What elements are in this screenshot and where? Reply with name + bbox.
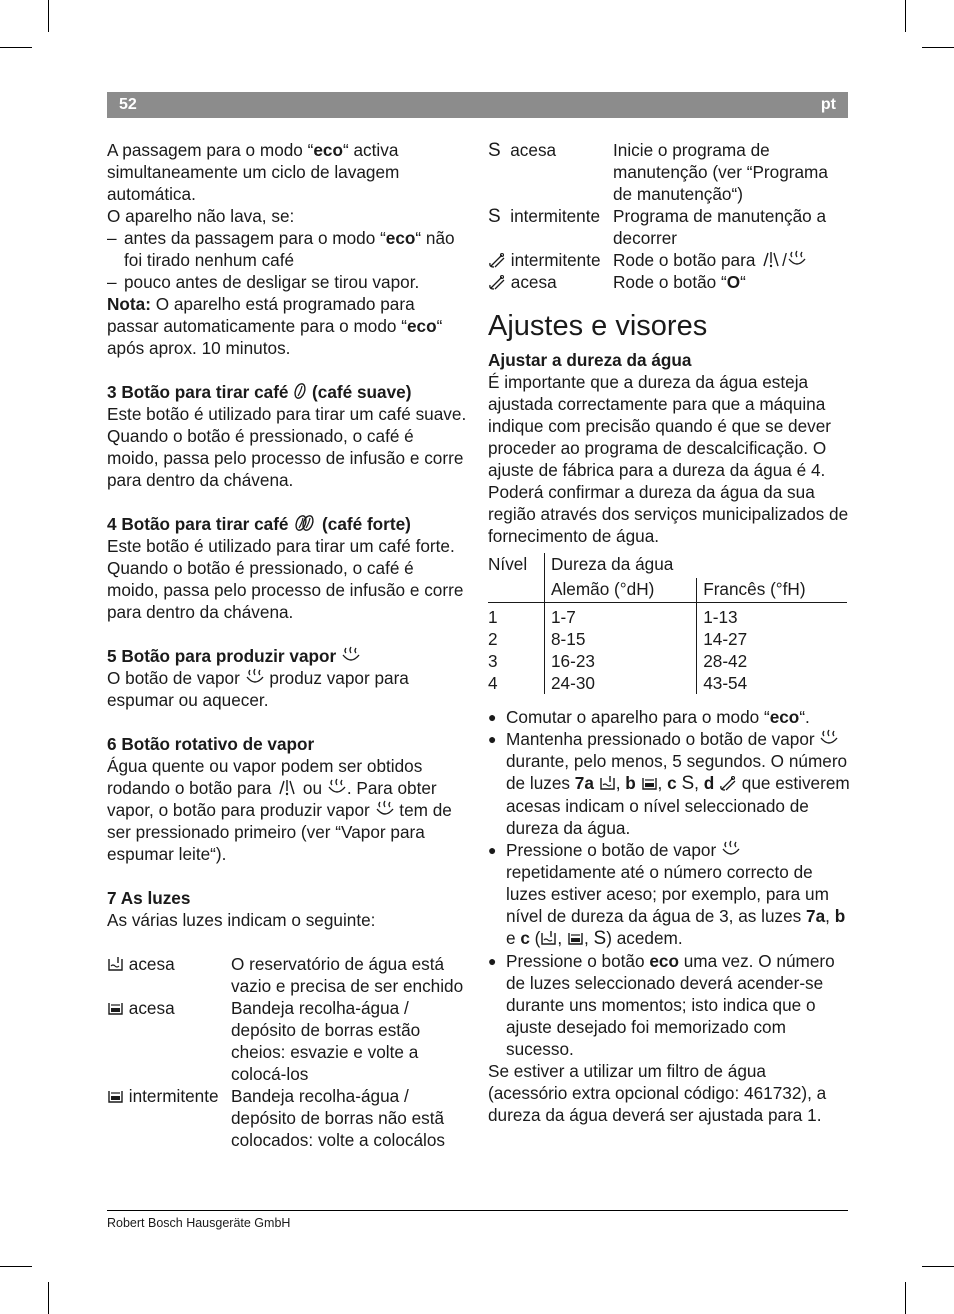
table-header: Alemão (°dH) [545,578,697,603]
table-header: Francês (°fH) [697,578,847,603]
crop-mark [905,1282,906,1314]
crop-mark [48,1282,49,1314]
light-description: Inicie o programa de manutenção (ver “Programa de manutenção“) [613,140,828,204]
steam-icon [721,839,741,861]
section-4-body: Este botão é utilizado para tirar um café forte. Quando o botão é pressionado, o café é moido, passa pelo processo de infusão e corre para dentro da chávena. [107,536,464,622]
dash-item: – antes da passagem para o modo “eco“ não foi tirado nenhum café [107,227,467,271]
lights-list [107,953,467,1151]
section-title: Ajustes e visores [488,310,708,342]
drip-tray-icon [107,997,124,1019]
light-label: intermitente [488,249,613,271]
steam-nozzle-icon [488,249,506,271]
table-row: 1 1-7 1-13 [488,603,847,629]
water-tank-icon [107,953,124,975]
steam-icon [341,645,361,667]
dash-item: – pouco antes de desligar se tirou vapor. [107,271,467,293]
intro-paragraph: A passagem para o modo “eco“ activa simultaneamente um ciclo de lavagem automática. [107,140,400,204]
filter-paragraph: Se estiver a utilizar um filtro de água (acessório extra opcional código: 461732), a dureza da água deverá ser ajustada para 1. [488,1061,827,1125]
list-item: ● Mantenha pressionado o botão de vapor durante, pelo menos, 5 segundos. O número de luzes 7a , b , c S, d que estiverem acesas indicam o nível seleccionado de dureza da água. [488,728,850,839]
section-5-heading: 5 Botão para produzir vapor [107,645,467,667]
steam-icon [327,777,347,799]
steam-nozzle-icon [719,772,737,794]
right-column [488,139,850,1126]
steam-icon [819,728,839,750]
table-header: Dureza da água [551,554,674,574]
drip-tray-icon [567,927,584,949]
section-7-heading: 7 As luzes [107,888,191,908]
light-label: acesa [107,997,231,1085]
table-row: 3 16-23 28-42 [488,650,847,672]
table-header: Nível [488,553,545,578]
list-item: ● Comutar o aparelho para o modo “eco“. [488,706,850,728]
light-label: intermitente [107,1085,231,1151]
steam-nozzle-icon [488,271,506,293]
not-wash-text: O aparelho não lava, se: [107,206,295,226]
section-4-heading: 4 Botão para tirar café (café forte) [107,514,411,534]
hot-water-icon [276,777,298,799]
page-header [107,92,848,118]
light-description: Programa de manutenção a decorrer [613,206,827,248]
section-7-body: As várias luzes indicam o seguinte: [107,910,376,930]
light-description: Rode o botão para / [613,249,850,271]
service-symbol: S [593,928,607,949]
crop-mark [0,47,32,48]
crop-mark [48,0,49,32]
section-6-body: Água quente ou vapor podem ser obtidos rodando o botão para ou . Para obter vapor, o botão para produzir vapor tem de ser pressionado primeiro (ver “Vapor para espumar leite“). [107,756,452,864]
drip-tray-icon [107,1085,124,1107]
service-symbol: S [488,206,501,227]
steam-icon [787,249,807,271]
language-code: pt [820,96,836,113]
table-row: 4 24-30 43-54 [488,672,847,694]
section-3-heading: 3 Botão para tirar café (café suave) [107,382,412,402]
service-symbol: S [488,140,501,161]
hot-water-icon [760,249,782,271]
service-symbol: S [681,773,695,794]
water-tank-icon [599,772,616,794]
list-item: ● Pressione o botão eco uma vez. O número de luzes seleccionado deverá acender-se durante uns momentos; isto indica que o ajuste desejado foi memorizado com sucesso. [488,950,850,1060]
section-5-body: O botão de vapor produz vapor para espumar ou aquecer. [107,668,409,710]
footer-company: Robert Bosch Hausgeräte GmbH [107,1216,291,1230]
list-item: ● Pressione o botão de vapor repetidamente até o número correcto de luzes estiver aceso; por exemplo, para um nível de dureza da água de 3, as luzes 7a, b e c ( , , S) acedem. [488,839,850,950]
crop-mark [905,0,906,32]
light-label: S intermitente [488,206,601,227]
note-paragraph: Nota: O aparelho está programado para passar automaticamente para o modo “eco“ após aprox. 10 minutos. [107,294,443,358]
footer-divider [107,1210,848,1211]
hardness-table [488,553,847,694]
mild-coffee-icon [293,381,307,403]
hardness-paragraph: É importante que a dureza da água esteja ajustada correctamente para que a máquina indique com precisão quando é que se dever proceder ao programa de descalcificação. O ajuste de fábrica para a dureza da água é 4. [488,372,832,480]
page-number: 52 [119,96,137,113]
table-row: 2 8-15 14-27 [488,628,847,650]
light-description: Bandeja recolha-água / depósito de borras não estã colocados: volte a colocálos [231,1086,446,1150]
left-column [107,139,467,1151]
steam-icon [245,667,265,689]
light-description: Bandeja recolha-água / depósito de borras estão cheios: esvazie e volte a colocá-los [231,998,421,1084]
light-label: acesa [488,271,613,293]
steam-icon [375,799,395,821]
drip-tray-icon [641,772,658,794]
hardness-paragraph: Poderá confirmar a dureza da água da sua região através dos serviços municipalizados de fornecimento de água. [488,482,849,546]
crop-mark [922,1266,954,1267]
section-3-body: Este botão é utilizado para tirar um café suave. Quando o botão é pressionado, o café é moido, passa pelo processo de infusão e corre para dentro da chávena. [107,404,467,490]
crop-mark [0,1266,32,1267]
light-label: S acesa [488,140,557,161]
light-description: O reservatório de água está vazio e precisa de ser enchido [231,954,464,996]
water-tank-icon [540,927,557,949]
crop-mark [922,47,954,48]
subsection-title: Ajustar a dureza da água [488,350,692,370]
light-label: acesa [107,953,231,997]
strong-coffee-icon [293,513,317,535]
lights-list [488,139,850,293]
section-6-heading: 6 Botão rotativo de vapor [107,734,315,754]
light-description: Rode o botão “O“ [613,272,746,292]
